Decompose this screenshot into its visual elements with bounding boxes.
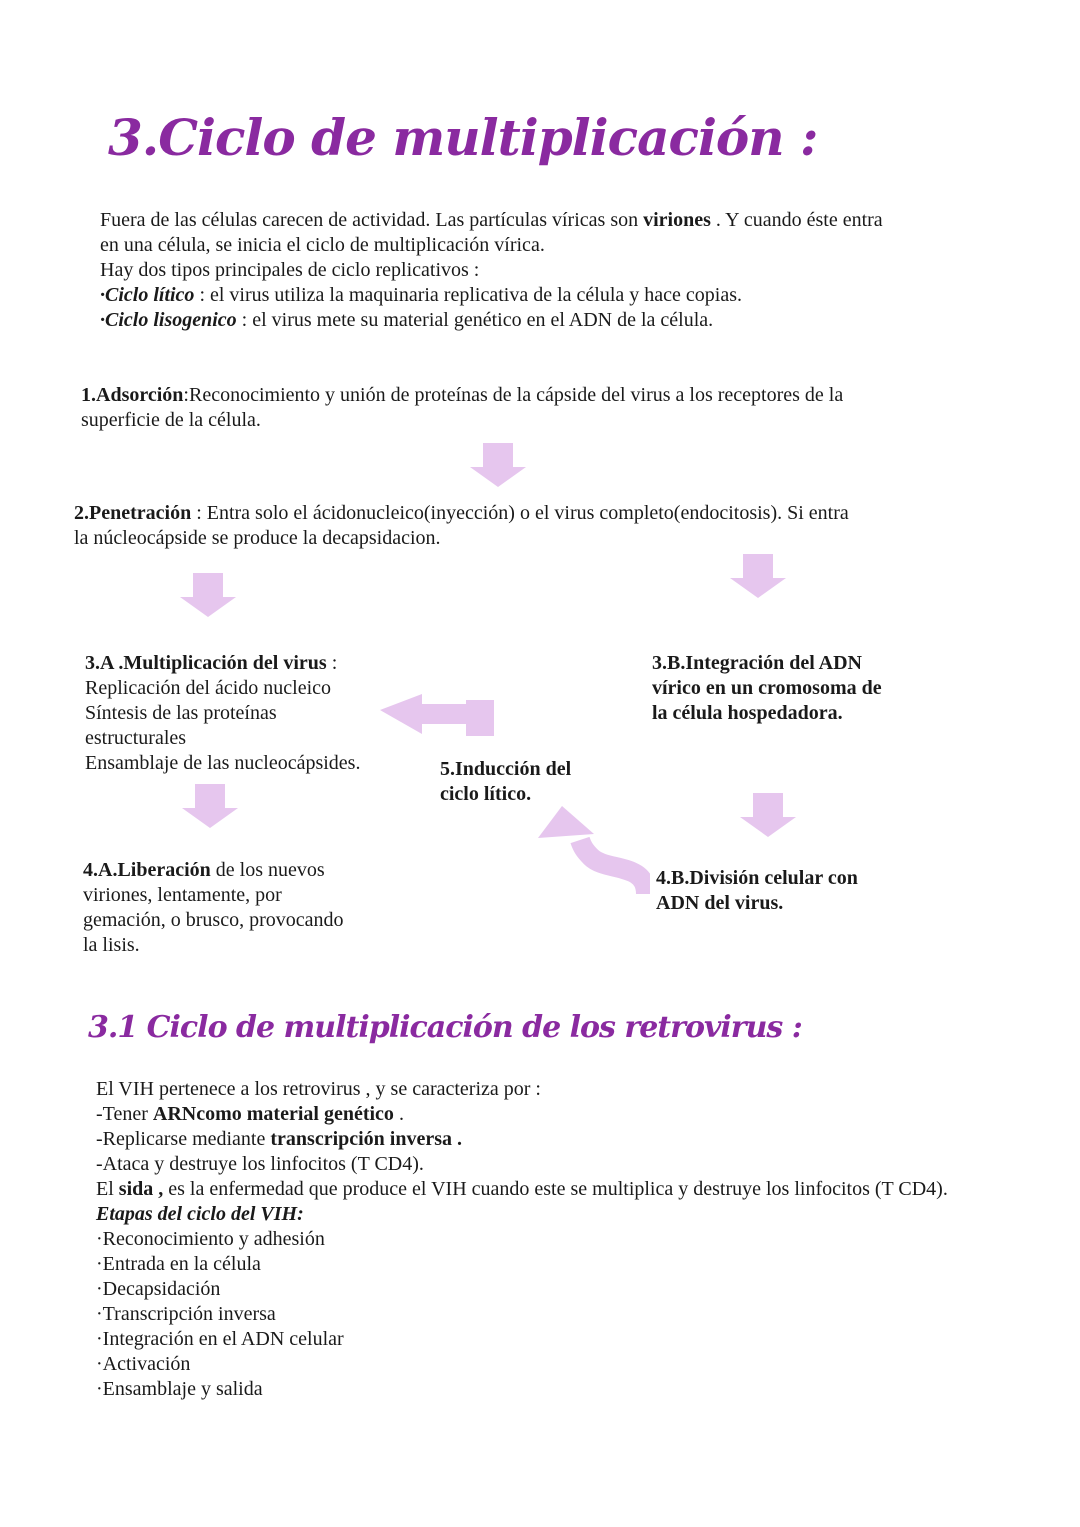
retro-line <box>96 1177 948 1202</box>
step-title: 2.Penetración <box>74 502 192 524</box>
step-text: superficie de la célula. <box>81 409 261 431</box>
arrow-down-icon <box>728 554 788 600</box>
arrow-down-icon <box>468 443 528 489</box>
step-text: ADN del virus. <box>656 892 784 914</box>
intro-text: Fuera de las células carecen de actividad. Las partículas víricas son <box>100 209 644 231</box>
step-adsorcion <box>81 383 843 433</box>
intro-line-1 <box>100 208 883 233</box>
retro-text: . <box>393 1103 404 1125</box>
stage-item: ·Entrada en la célula <box>96 1253 261 1275</box>
step-title: 4.A.Liberación <box>83 859 211 881</box>
step-text: 3.B.Integración del ADN <box>652 652 862 674</box>
step-text: 4.B.División celular con <box>656 867 858 889</box>
step-text: : <box>326 652 338 674</box>
transcripcion-term: transcripción inversa . <box>270 1128 463 1150</box>
retro-text: -Replicarse mediante <box>96 1128 271 1150</box>
intro-line-2: en una célula, se inicia el ciclo de multiplicación vírica. <box>100 234 545 256</box>
ciclo-lisogenico-term: ·Ciclo lisogenico <box>100 309 237 331</box>
step-text: de los nuevos <box>210 859 325 881</box>
retro-text: -Tener <box>96 1103 153 1125</box>
retro-text: El <box>96 1178 119 1200</box>
step-text: gemación, o brusco, provocando <box>83 909 344 931</box>
step-text: ciclo lítico. <box>440 783 532 805</box>
stages-title-text: Etapas del ciclo del VIH: <box>96 1203 304 1225</box>
viriones-term: viriones <box>643 209 711 231</box>
retro-text: es la enfermedad que produce el VIH cuando este se multiplica y destruye los linfocitos (T CD4). <box>163 1178 948 1200</box>
retro-line <box>96 1102 948 1127</box>
step-text: Ensamblaje de las nucleocápsides. <box>85 752 361 774</box>
ciclo-litico-term: ·Ciclo lítico <box>100 284 195 306</box>
step-text: 5.Inducción del <box>440 758 572 780</box>
intro-paragraph <box>100 208 883 333</box>
sida-term: sida , <box>118 1178 164 1200</box>
retro-line: El VIH pertenece a los retrovirus , y se caracteriza por : <box>96 1078 541 1100</box>
step-5-induccion <box>440 757 571 807</box>
step-text: Síntesis de las proteínas <box>85 702 277 724</box>
arrow-down-icon <box>738 793 798 839</box>
stages-title <box>96 1202 948 1227</box>
section-title: 3.Ciclo de multiplicación : <box>108 108 818 167</box>
curved-arrow-icon <box>536 802 650 902</box>
step-text: la célula hospedadora. <box>652 702 843 724</box>
step-3a-multiplicacion <box>85 651 360 776</box>
intro-line-4 <box>100 283 883 308</box>
retro-line <box>96 1127 948 1152</box>
step-text: vírico en un cromosoma de <box>652 677 882 699</box>
step-penetracion <box>74 501 849 551</box>
subsection-title: 3.1 Ciclo de multiplicación de los retrovirus : <box>88 1010 802 1045</box>
step-text: :Reconocimiento y unión de proteínas de la cápside del virus a los receptores de la <box>183 384 844 406</box>
step-text: la lisis. <box>83 934 140 956</box>
intro-text: : el virus mete su material genético en el ADN de la célula. <box>236 309 714 331</box>
step-text: Replicación del ácido nucleico <box>85 677 332 699</box>
step-title: 3.A .Multiplicación del virus <box>85 652 327 674</box>
step-text: viriones, lentamente, por <box>83 884 282 906</box>
stage-item: ·Integración en el ADN celular <box>96 1328 344 1350</box>
step-4a-liberacion <box>83 858 343 958</box>
step-text: estructurales <box>85 727 187 749</box>
step-text: la núcleocápside se produce la decapsidacion. <box>74 527 441 549</box>
stage-item: ·Decapsidación <box>96 1278 221 1300</box>
stage-item: ·Transcripción inversa <box>96 1303 276 1325</box>
step-title: 1.Adsorción <box>81 384 184 406</box>
step-3b-integracion <box>652 651 882 726</box>
step-text: : Entra solo el ácidonucleico(inyección) o el virus completo(endocitosis). Si entra <box>191 502 849 524</box>
step-4b-division <box>656 866 858 916</box>
arn-term: ARNcomo material genético <box>152 1103 394 1125</box>
intro-text: : el virus utiliza la maquinaria replicativa de la célula y hace copias. <box>194 284 742 306</box>
stage-item: ·Ensamblaje y salida <box>96 1378 263 1400</box>
stage-item: ·Activación <box>96 1353 191 1375</box>
intro-line-5 <box>100 308 883 333</box>
intro-text: . Y cuando éste entra <box>710 209 883 231</box>
arrow-down-icon <box>180 784 240 830</box>
stage-item: ·Reconocimiento y adhesión <box>96 1228 325 1250</box>
intro-line-3: Hay dos tipos principales de ciclo replicativos : <box>100 259 480 281</box>
retrovirus-paragraph <box>96 1077 948 1402</box>
arrow-left-icon <box>378 692 498 738</box>
arrow-down-icon <box>178 573 238 619</box>
retro-line: -Ataca y destruye los linfocitos (T CD4). <box>96 1153 424 1175</box>
